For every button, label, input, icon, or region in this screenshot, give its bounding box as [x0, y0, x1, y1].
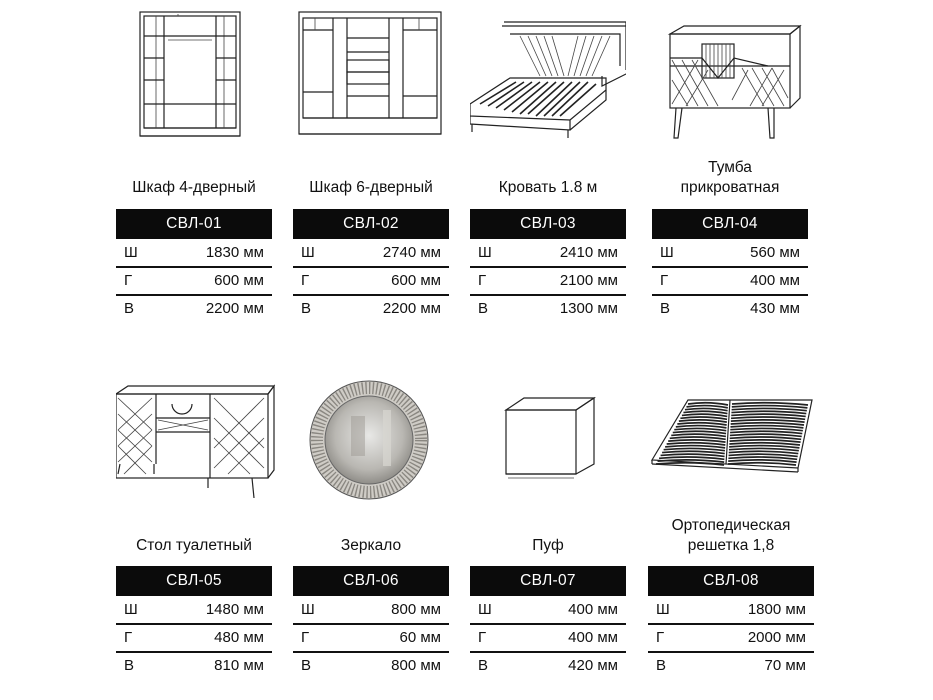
- height-value: 2200 мм: [205, 300, 264, 317]
- width-value: 400 мм: [568, 601, 618, 618]
- wardrobe-6-door-image: [293, 0, 449, 150]
- height-row: [470, 652, 626, 680]
- width-row: [648, 596, 814, 624]
- width-row: [293, 239, 449, 267]
- width-label: Ш: [478, 244, 492, 261]
- product-card-svl-04: [652, 0, 808, 330]
- depth-label: Г: [478, 272, 487, 289]
- nightstand-image: [652, 0, 808, 150]
- width-value: 1800 мм: [747, 601, 806, 618]
- height-label: В: [124, 300, 135, 317]
- depth-row: [293, 624, 449, 652]
- depth-value: 600 мм: [391, 272, 441, 289]
- product-card-svl-08: [648, 370, 814, 700]
- height-label: В: [301, 657, 312, 674]
- height-label: В: [660, 300, 671, 317]
- product-card-svl-06: [293, 370, 449, 700]
- depth-label: Г: [301, 629, 310, 646]
- height-row: [116, 652, 272, 680]
- orthopedic-base-image: [648, 370, 814, 510]
- depth-label: Г: [301, 272, 310, 289]
- height-label: В: [478, 300, 489, 317]
- height-value: 70 мм: [764, 657, 806, 674]
- depth-value: 400 мм: [568, 629, 618, 646]
- mirror-image: [293, 370, 449, 510]
- width-label: Ш: [301, 601, 315, 618]
- product-code-badge: СВЛ-01: [116, 209, 272, 239]
- width-label: Ш: [660, 244, 674, 261]
- height-row: [116, 295, 272, 323]
- width-label: Ш: [124, 601, 138, 618]
- product-name: Ортопедическая решетка 1,8: [671, 517, 791, 554]
- height-label: В: [656, 657, 667, 674]
- depth-value: 2100 мм: [559, 272, 618, 289]
- height-value: 420 мм: [568, 657, 618, 674]
- product-name: Кровать 1.8 м: [498, 179, 598, 196]
- width-value: 2740 мм: [382, 244, 441, 261]
- product-code-badge: СВЛ-05: [116, 566, 272, 596]
- product-code-badge: СВЛ-03: [470, 209, 626, 239]
- product-name: Стол туалетный: [136, 537, 252, 554]
- width-value: 1480 мм: [205, 601, 264, 618]
- width-label: Ш: [124, 244, 138, 261]
- product-name: Тумба прикроватная: [680, 159, 780, 196]
- depth-value: 400 мм: [750, 272, 800, 289]
- width-label: Ш: [478, 601, 492, 618]
- wardrobe-4-door-image: [116, 0, 272, 150]
- product-code-badge: СВЛ-04: [652, 209, 808, 239]
- height-label: В: [478, 657, 489, 674]
- depth-row: [470, 267, 626, 295]
- depth-value: 2000 мм: [747, 629, 806, 646]
- width-row: [293, 596, 449, 624]
- product-code-badge: СВЛ-07: [470, 566, 626, 596]
- depth-row: [293, 267, 449, 295]
- depth-value: 600 мм: [214, 272, 264, 289]
- width-row: [470, 239, 626, 267]
- width-row: [652, 239, 808, 267]
- depth-label: Г: [478, 629, 487, 646]
- product-card-svl-01: [116, 0, 272, 330]
- depth-label: Г: [656, 629, 665, 646]
- product-name: Зеркало: [340, 537, 402, 554]
- product-card-svl-05: [116, 370, 272, 700]
- height-value: 800 мм: [391, 657, 441, 674]
- height-label: В: [301, 300, 312, 317]
- height-row: [470, 295, 626, 323]
- height-label: В: [124, 657, 135, 674]
- depth-row: [116, 624, 272, 652]
- product-code-badge: СВЛ-06: [293, 566, 449, 596]
- height-value: 430 мм: [750, 300, 800, 317]
- product-name: Пуф: [532, 537, 564, 554]
- width-label: Ш: [656, 601, 670, 618]
- depth-row: [652, 267, 808, 295]
- depth-value: 60 мм: [399, 629, 441, 646]
- product-name: Шкаф 4-дверный: [132, 179, 256, 196]
- product-card-svl-07: [470, 370, 626, 700]
- height-value: 2200 мм: [382, 300, 441, 317]
- height-row: [648, 652, 814, 680]
- depth-value: 480 мм: [214, 629, 264, 646]
- depth-row: [470, 624, 626, 652]
- width-value: 800 мм: [391, 601, 441, 618]
- width-row: [116, 596, 272, 624]
- height-row: [293, 652, 449, 680]
- depth-label: Г: [124, 629, 133, 646]
- height-value: 1300 мм: [559, 300, 618, 317]
- width-value: 2410 мм: [559, 244, 618, 261]
- depth-label: Г: [124, 272, 133, 289]
- depth-label: Г: [660, 272, 669, 289]
- dressing-table-image: [116, 370, 276, 510]
- width-value: 1830 мм: [205, 244, 264, 261]
- product-name: Шкаф 6-дверный: [309, 179, 433, 196]
- width-row: [470, 596, 626, 624]
- product-card-svl-02: [293, 0, 449, 330]
- width-label: Ш: [301, 244, 315, 261]
- product-code-badge: СВЛ-08: [648, 566, 814, 596]
- width-value: 560 мм: [750, 244, 800, 261]
- height-value: 810 мм: [214, 657, 264, 674]
- depth-row: [116, 267, 272, 295]
- depth-row: [648, 624, 814, 652]
- bed-image: [470, 0, 626, 150]
- height-row: [293, 295, 449, 323]
- product-card-svl-03: [470, 0, 626, 330]
- product-code-badge: СВЛ-02: [293, 209, 449, 239]
- width-row: [116, 239, 272, 267]
- pouf-image: [470, 370, 626, 510]
- height-row: [652, 295, 808, 323]
